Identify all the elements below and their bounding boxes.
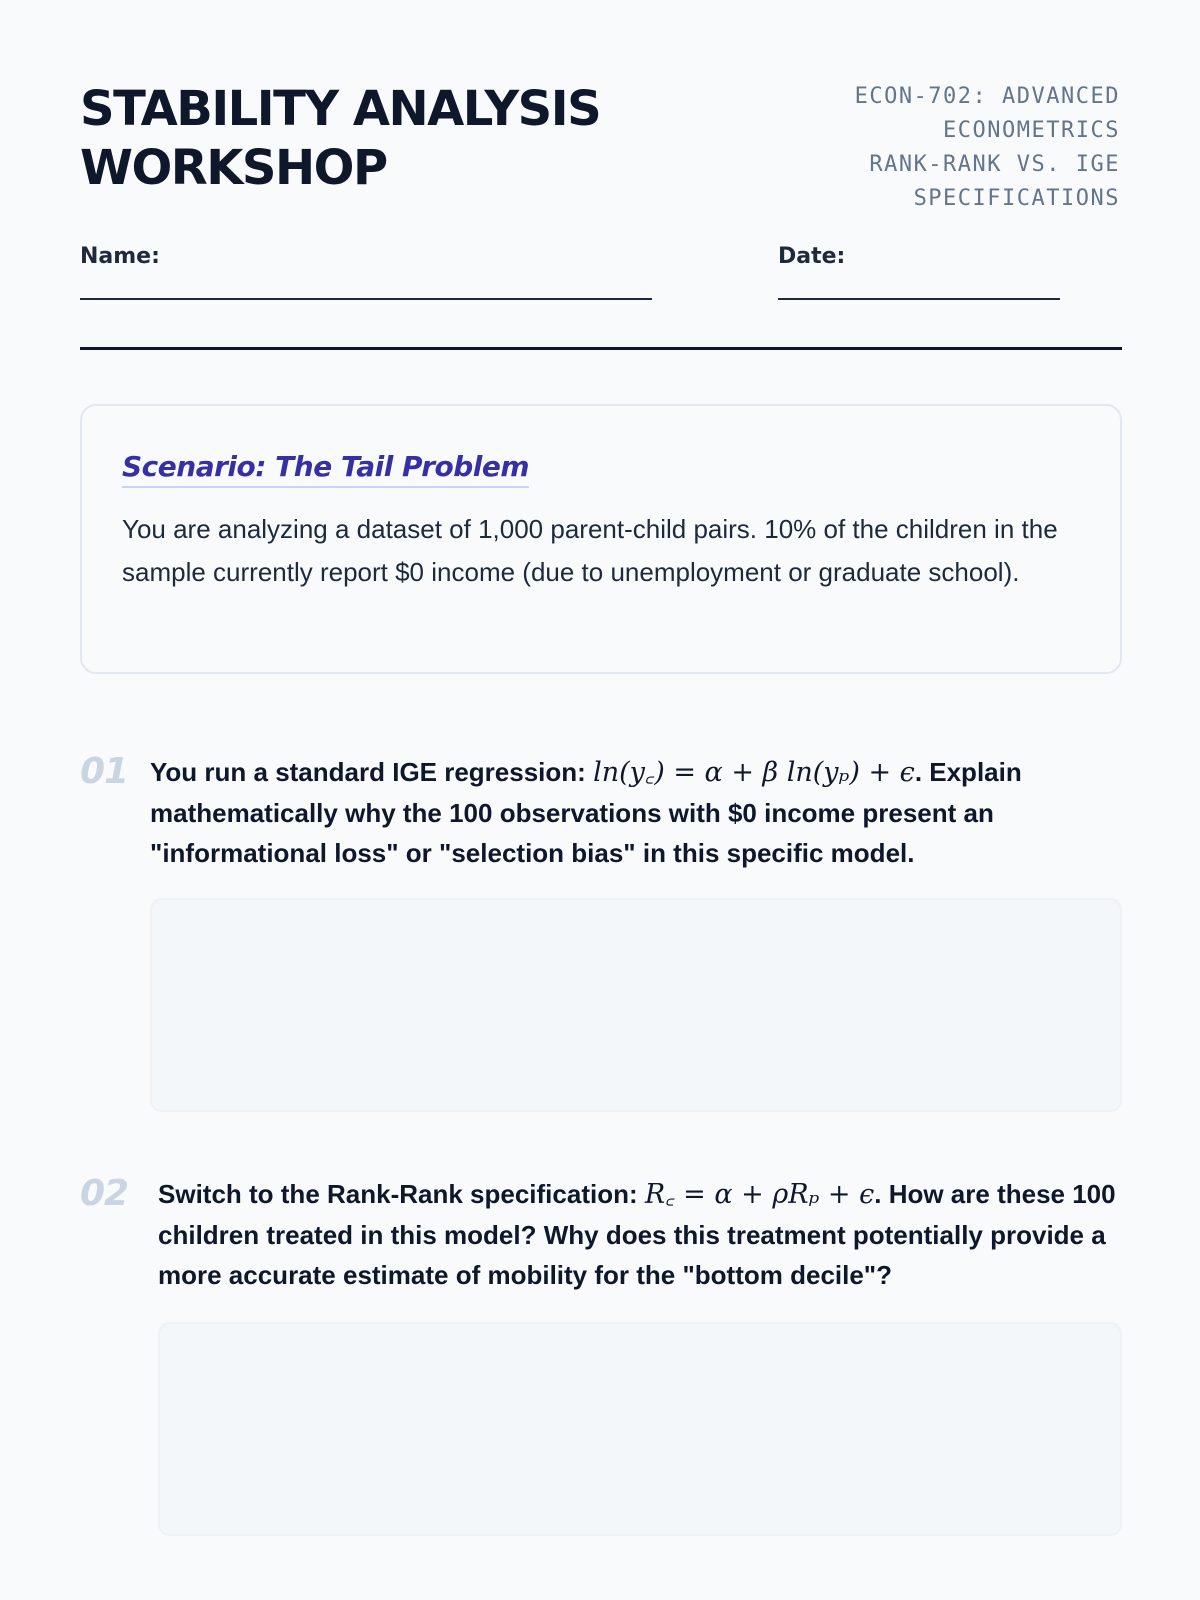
page-title-line-1: STABILITY ANALYSIS bbox=[80, 81, 601, 137]
course-code-line-2: ECONOMETRICS bbox=[943, 118, 1120, 143]
question-1-number: 01 bbox=[80, 751, 129, 792]
scenario-box bbox=[80, 404, 1122, 674]
scenario-title: Scenario: The Tail Problem bbox=[122, 450, 529, 488]
question-2-lead: Switch to the Rank-Rank specification: bbox=[158, 1179, 645, 1209]
name-label: Name: bbox=[80, 244, 160, 269]
page-title-line-2: WORKSHOP bbox=[80, 140, 387, 196]
header-divider bbox=[80, 347, 1122, 350]
scenario-text: You are analyzing a dataset of 1,000 parent-child pairs. 10% of the children in the sample currently report $0 income (due to unemployment or graduate school). bbox=[122, 514, 1058, 587]
question-1-lead: You run a standard IGE regression: bbox=[150, 757, 594, 787]
course-topic-line-1: RANK-RANK VS. IGE bbox=[869, 152, 1120, 177]
page-title bbox=[80, 80, 720, 198]
question-1-text bbox=[150, 752, 1080, 873]
name-field[interactable] bbox=[80, 298, 652, 300]
course-code-line-1: ECON-702: ADVANCED bbox=[854, 84, 1120, 109]
question-2-answer-box[interactable] bbox=[158, 1322, 1122, 1536]
course-info bbox=[760, 80, 1120, 216]
question-1-equation: ln(y꜀) = α + β ln(yₚ) + ϵ bbox=[593, 757, 915, 788]
question-2-prompt: . How are these 100 children treated in this model? Why does this treatment potentially provide a more accurate estimate of mobility for the "bottom decile"? bbox=[158, 1179, 1116, 1290]
question-2-equation: R꜀ = α + ρRₚ + ϵ bbox=[644, 1179, 875, 1210]
date-label: Date: bbox=[778, 244, 846, 269]
question-1-prompt: . Explain mathematically why the 100 observations with $0 income present an "informational loss" or "selection bias" in this specific model. bbox=[150, 757, 1022, 868]
question-2-number: 02 bbox=[80, 1173, 129, 1214]
course-topic-line-2: SPECIFICATIONS bbox=[913, 186, 1120, 211]
question-2-text bbox=[158, 1174, 1124, 1295]
date-field[interactable] bbox=[778, 298, 1060, 300]
question-1-answer-box[interactable] bbox=[150, 898, 1122, 1112]
